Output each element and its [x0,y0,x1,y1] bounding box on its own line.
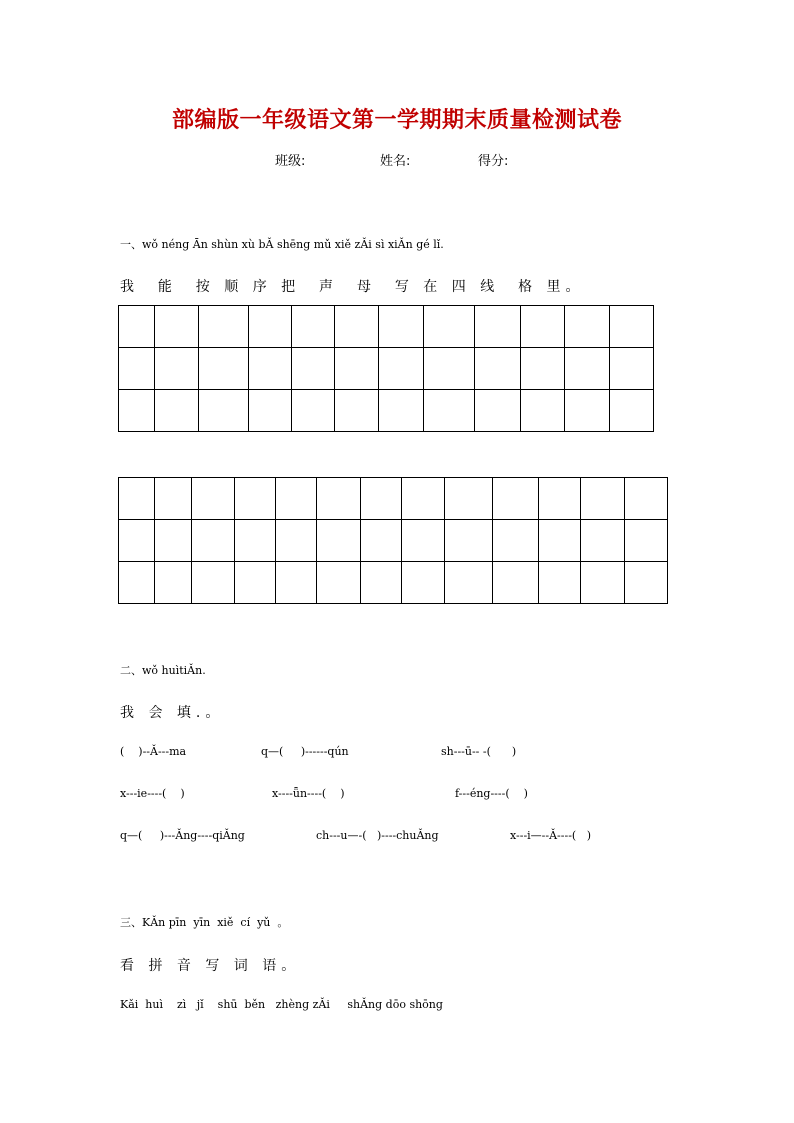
score-label: 得分: [478,154,509,169]
fill-item: ch---u—-( )----chuǍng [316,829,439,842]
fill-item: sh---ū-- -( ) [441,745,517,758]
grid-cell[interactable] [360,520,402,562]
section3-pinyin: 三、KǍn pīn yīn xiě cí yǔ 。 [120,916,289,929]
grid-cell[interactable] [402,478,445,520]
grid-cell[interactable] [119,478,155,520]
grid-cell[interactable] [445,520,493,562]
writing-grid-2 [118,477,668,604]
student-info-row [0,150,794,170]
grid-cell[interactable] [155,306,199,348]
section1-question: 我 能 按 顺 序 把 声 母 写 在 四 线 格 里。 [120,279,585,295]
grid-cell[interactable] [609,306,653,348]
grid-cell[interactable] [474,306,520,348]
grid-cell[interactable] [199,348,249,390]
section3-question: 看 拼 音 写 词 语。 [120,958,301,974]
grid-cell[interactable] [445,562,493,604]
grid-cell[interactable] [474,348,520,390]
grid-cell[interactable] [360,478,402,520]
grid-cell[interactable] [609,390,653,432]
grid-cell[interactable] [191,562,234,604]
grid-cell[interactable] [119,520,155,562]
grid-cell[interactable] [316,478,360,520]
grid-cell[interactable] [119,348,155,390]
grid-cell[interactable] [539,562,581,604]
grid-cell[interactable] [275,478,316,520]
grid-cell[interactable] [155,348,199,390]
grid-cell[interactable] [581,478,625,520]
grid-cell[interactable] [445,478,493,520]
grid-cell[interactable] [316,562,360,604]
grid-cell[interactable] [624,478,667,520]
fill-item: q—( )------qún [261,745,349,758]
fill-item: q—( )---Ǎng----qiǍng [120,829,245,842]
fill-item: x---i—--Ǎ----( ) [510,829,591,842]
grid-cell[interactable] [564,306,609,348]
grid-cell[interactable] [379,390,423,432]
section2-question: 我 会 填.。 [120,705,225,721]
section2-pinyin: 二、wǒ huìtiǍn. [120,664,206,677]
grid-cell[interactable] [199,306,249,348]
grid-cell[interactable] [275,562,316,604]
grid-cell[interactable] [155,390,199,432]
section1-pinyin: 一、wǒ néng Ān shùn xù bǍ shēng mǔ xiě zǍi sì xiǍn gé lǐ. [120,238,444,251]
grid-cell[interactable] [581,562,625,604]
grid-cell[interactable] [154,520,191,562]
grid-cell[interactable] [520,306,564,348]
fill-item: x----ǖn----( ) [272,787,345,800]
grid-cell[interactable] [539,520,581,562]
page-title: 部编版一年级语文第一学期期末质量检测试卷 [171,108,622,133]
grid-cell[interactable] [423,306,474,348]
grid-cell[interactable] [249,390,292,432]
grid-cell[interactable] [423,390,474,432]
grid-cell[interactable] [292,348,335,390]
grid-cell[interactable] [234,478,275,520]
grid-cell[interactable] [402,562,445,604]
grid-cell[interactable] [316,520,360,562]
grid-cell[interactable] [249,348,292,390]
writing-grid-1 [118,305,654,432]
grid-cell[interactable] [154,478,191,520]
grid-cell[interactable] [474,390,520,432]
grid-cell[interactable] [564,390,609,432]
grid-cell[interactable] [493,478,539,520]
grid-cell[interactable] [335,390,379,432]
grid-cell[interactable] [234,562,275,604]
grid-cell[interactable] [119,562,155,604]
grid-cell[interactable] [624,562,667,604]
grid-cell[interactable] [292,306,335,348]
grid-cell[interactable] [234,520,275,562]
fill-item: x---ie----( ) [120,787,185,800]
grid-cell[interactable] [191,520,234,562]
grid-cell[interactable] [335,306,379,348]
grid-cell[interactable] [520,390,564,432]
grid-cell[interactable] [581,520,625,562]
fill-item: ( )--Ǎ---ma [120,745,187,758]
class-label: 班级: [275,154,306,169]
fill-item: f---éng----( ) [455,787,528,800]
grid-cell[interactable] [379,306,423,348]
grid-cell[interactable] [423,348,474,390]
grid-cell[interactable] [609,348,653,390]
name-label: 姓名: [380,154,411,169]
grid-cell[interactable] [493,562,539,604]
grid-cell[interactable] [335,348,379,390]
grid-cell[interactable] [564,348,609,390]
grid-cell[interactable] [360,562,402,604]
section3-words: Kǎi huì zì jǐ shū běn zhèng zǍi shǍng dōo shōng [120,998,443,1011]
grid-cell[interactable] [402,520,445,562]
grid-cell[interactable] [199,390,249,432]
grid-cell[interactable] [624,520,667,562]
grid-cell[interactable] [292,390,335,432]
grid-cell[interactable] [379,348,423,390]
grid-cell[interactable] [119,390,155,432]
grid-cell[interactable] [249,306,292,348]
grid-cell[interactable] [154,562,191,604]
grid-cell[interactable] [119,306,155,348]
grid-cell[interactable] [191,478,234,520]
grid-cell[interactable] [539,478,581,520]
grid-cell[interactable] [520,348,564,390]
grid-cell[interactable] [275,520,316,562]
grid-cell[interactable] [493,520,539,562]
